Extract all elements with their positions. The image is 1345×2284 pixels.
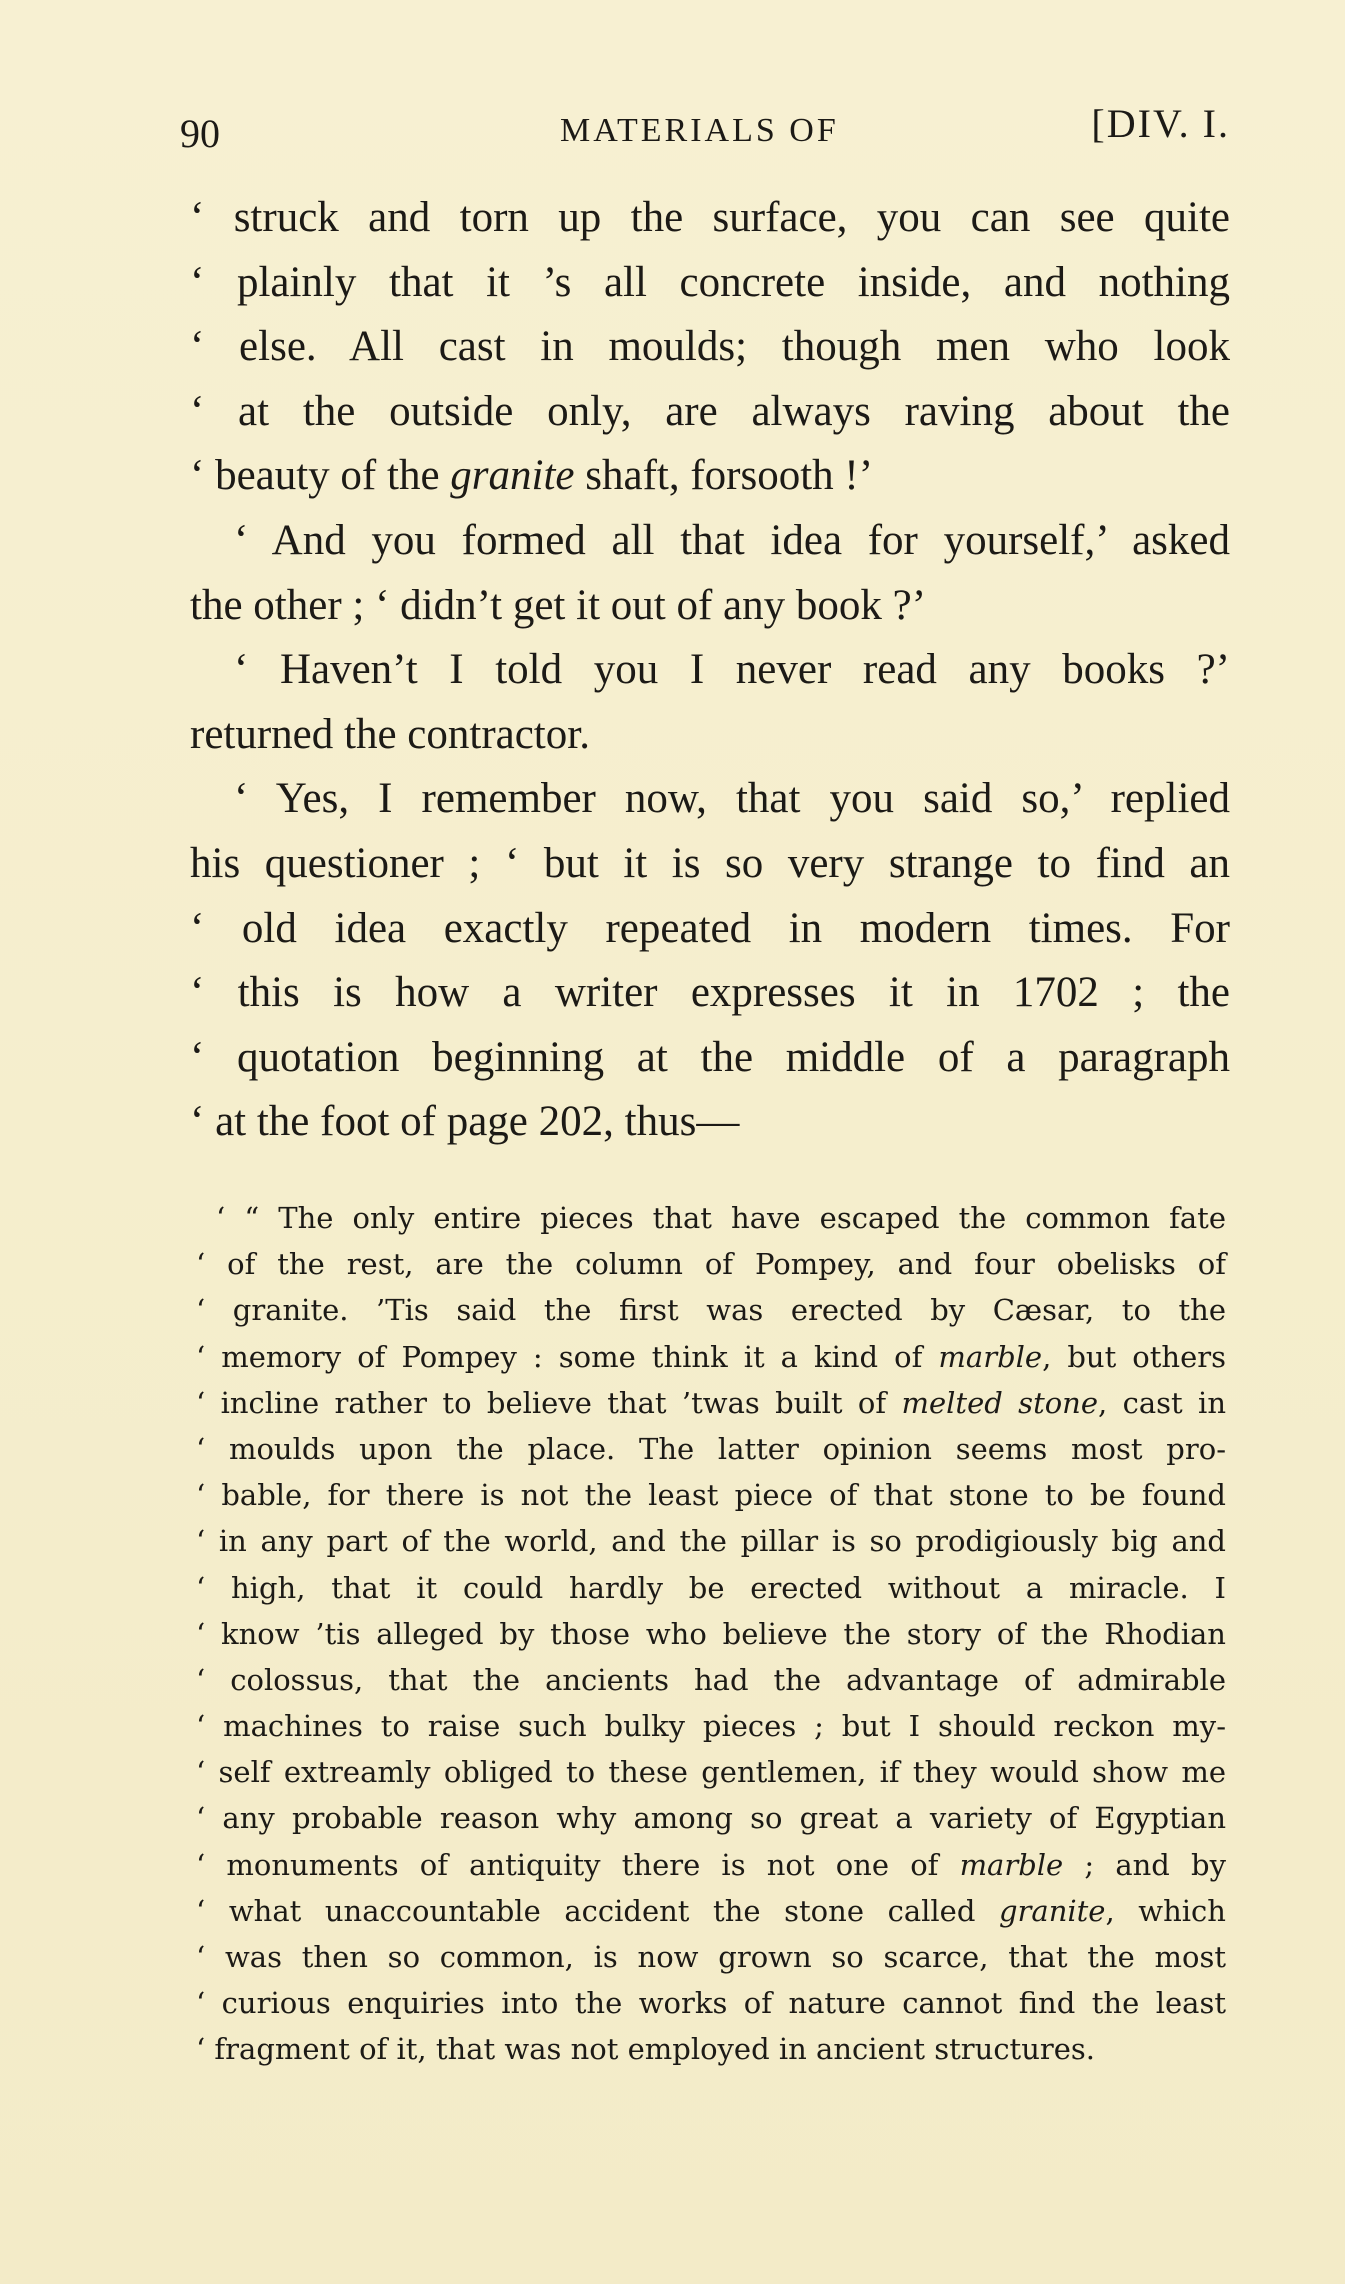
quote-line: ‘ know ’tis alleged by those who believe the story of the Rhodian	[196, 1616, 1226, 1651]
page-number: 90	[180, 111, 220, 156]
quote-line: ‘ any probable reason why among so great a variety of Egyptian	[196, 1801, 1226, 1836]
text-line: ‘ And you formed all that idea for yourself,’ asked	[234, 516, 1230, 564]
quote-line: ‘ in any part of the world, and the pillar is so prodigiously big and	[196, 1524, 1226, 1559]
italic-term: marble	[938, 1339, 1043, 1374]
text-line: ‘ this is how a writer expresses it in 1702 ; the	[190, 969, 1230, 1017]
italic-term: marble	[959, 1847, 1064, 1882]
text-line: the other ; ‘ didn’t get it out of any book ?’	[190, 581, 927, 629]
quote-line: ‘ bable, for there is not the least piece of that stone to be found	[196, 1478, 1226, 1513]
text-line: ‘ quotation beginning at the middle of a paragraph	[190, 1033, 1230, 1081]
text-line: ‘ Haven’t I told you I never read any books ?’	[234, 646, 1230, 694]
quote-line: ‘ of the rest, are the column of Pompey, and four obelisks of	[196, 1247, 1226, 1282]
quote-line: ‘ what unaccountable accident the stone called granite, which	[196, 1893, 1226, 1928]
quote-line: ‘ colossus, that the ancients had the advantage of admirable	[196, 1662, 1226, 1697]
division-label: [DIV. I.	[1091, 101, 1230, 146]
quote-line: ‘ machines to raise such bulky pieces ; but I should reckon my-	[196, 1709, 1226, 1744]
text-line: ‘ beauty of the granite shaft, forsooth !’	[190, 452, 874, 500]
italic-term: granite	[450, 452, 575, 500]
text-line: ‘ else. All cast in moulds; though men who look	[190, 323, 1230, 371]
quote-line: ‘ high, that it could hardly be erected without a miracle. I	[196, 1570, 1226, 1605]
text-line: returned the contractor.	[190, 710, 590, 758]
quote-line: ‘ self extreamly obliged to these gentlemen, if they would show me	[196, 1755, 1226, 1790]
text-line: ‘ at the foot of page 202, thus—	[190, 1098, 740, 1146]
main-text	[190, 186, 1230, 1155]
text-line: ‘ Yes, I remember now, that you said so,’ replied	[234, 775, 1230, 823]
block-quotation	[196, 1195, 1226, 2073]
quote-line: ‘ memory of Pompey : some think it a kind of marble, but others	[196, 1339, 1226, 1374]
quote-line: ‘ was then so common, is now grown so scarce, that the most	[196, 1940, 1226, 1974]
quote-line: ‘ granite. ’Tis said the first was erected by Cæsar, to the	[196, 1293, 1226, 1328]
quote-line: ‘ monuments of antiquity there is not one of marble ; and by	[196, 1847, 1226, 1882]
text-line: his questioner ; ‘ but it is so very strange to find an	[190, 839, 1230, 887]
running-head	[180, 101, 1230, 164]
text-line: ‘ old idea exactly repeated in modern times. For	[190, 904, 1230, 952]
text-line: ‘ plainly that it ’s all concrete inside, and nothing	[190, 258, 1230, 306]
quote-line: ‘ “ The only entire pieces that have escaped the common fate	[216, 1201, 1226, 1235]
text-line: ‘ struck and torn up the surface, you can see quite	[190, 194, 1230, 241]
italic-term: melted stone	[901, 1385, 1099, 1420]
quote-line: ‘ fragment of it, that was not employed in ancient structures.	[196, 2032, 1096, 2067]
quote-line: ‘ curious enquiries into the works of nature cannot find the least	[196, 1986, 1226, 2021]
text-line: ‘ at the outside only, are always raving about the	[190, 387, 1230, 435]
running-title: MATERIALS OF	[560, 112, 839, 149]
italic-term: granite	[998, 1893, 1106, 1928]
quote-line: ‘ incline rather to believe that ’twas built of melted stone, cast in	[196, 1385, 1227, 1420]
quote-line: ‘ moulds upon the place. The latter opinion seems most pro-	[196, 1431, 1226, 1466]
